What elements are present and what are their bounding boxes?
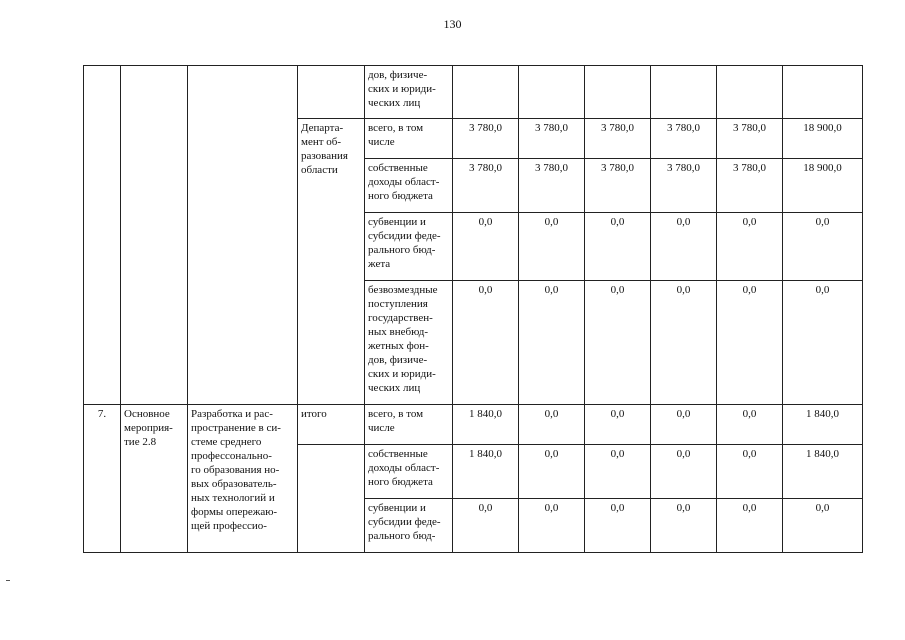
value-cell: 3 780,0: [585, 159, 651, 213]
scan-mark: [6, 580, 10, 581]
value-cell: 3 780,0: [519, 159, 585, 213]
value-cell: 0,0: [519, 405, 585, 445]
source-cell: собственные доходы област- ного бюджета: [365, 445, 453, 499]
executor-cell: Департа- мент об- разования области: [298, 119, 365, 405]
value-cell: 0,0: [717, 281, 783, 405]
budget-table: [83, 65, 863, 553]
value-cell: 0,0: [717, 499, 783, 553]
value-cell: 0,0: [519, 445, 585, 499]
value-cell: 3 780,0: [585, 119, 651, 159]
value-cell: 0,0: [585, 445, 651, 499]
value-cell: [651, 66, 717, 119]
value-cell: [585, 66, 651, 119]
value-cell: 1 840,0: [453, 445, 519, 499]
value-cell: 0,0: [585, 213, 651, 281]
value-cell: 0,0: [519, 499, 585, 553]
value-cell: [783, 66, 863, 119]
value-cell: 0,0: [519, 281, 585, 405]
value-cell: 3 780,0: [717, 119, 783, 159]
value-cell: 3 780,0: [519, 119, 585, 159]
source-cell: всего, в том числе: [365, 405, 453, 445]
table-row: [84, 405, 863, 445]
source-cell: всего, в том числе: [365, 119, 453, 159]
name-cell: [188, 66, 298, 405]
value-cell: 0,0: [717, 445, 783, 499]
value-cell: 3 780,0: [453, 119, 519, 159]
value-cell: 0,0: [783, 499, 863, 553]
value-cell: 1 840,0: [453, 405, 519, 445]
value-cell: 0,0: [651, 213, 717, 281]
value-cell: 0,0: [585, 405, 651, 445]
value-cell: [519, 66, 585, 119]
number-cell: 7.: [84, 405, 121, 553]
value-cell: 1 840,0: [783, 405, 863, 445]
source-cell: собственные доходы област- ного бюджета: [365, 159, 453, 213]
source-cell: безвозмездные поступления государствен- ных внебюд- жетных фон- дов, физиче- ских и юриди- ческих лиц: [365, 281, 453, 405]
value-cell: 18 900,0: [783, 119, 863, 159]
page-number: 130: [443, 17, 462, 31]
value-cell: 0,0: [651, 445, 717, 499]
value-cell: 0,0: [453, 213, 519, 281]
type-cell: [121, 66, 188, 405]
value-cell: [453, 66, 519, 119]
value-cell: 0,0: [651, 281, 717, 405]
value-cell: 18 900,0: [783, 159, 863, 213]
source-cell: субвенции и субсидии феде- рального бюд- жета: [365, 213, 453, 281]
executor-cell: итого: [298, 405, 365, 445]
value-cell: 0,0: [585, 281, 651, 405]
executor-cell: [298, 445, 365, 553]
value-cell: 3 780,0: [651, 159, 717, 213]
value-cell: 0,0: [519, 213, 585, 281]
value-cell: 0,0: [717, 405, 783, 445]
value-cell: 0,0: [453, 499, 519, 553]
source-cell: субвенции и субсидии феде- рального бюд-: [365, 499, 453, 553]
value-cell: 1 840,0: [783, 445, 863, 499]
value-cell: [717, 66, 783, 119]
value-cell: 3 780,0: [453, 159, 519, 213]
value-cell: 0,0: [717, 213, 783, 281]
executor-cell: [298, 66, 365, 119]
value-cell: 3 780,0: [717, 159, 783, 213]
value-cell: 3 780,0: [651, 119, 717, 159]
name-cell: Разработка и рас- пространение в си- стеме среднего профессонально- го образования но- вых образователь- ных технологий и формы опережаю- щей профессио-: [188, 405, 298, 553]
value-cell: 0,0: [783, 213, 863, 281]
number-cell: [84, 66, 121, 405]
table-row: [84, 66, 863, 119]
source-cell: дов, физиче- ских и юриди- ческих лиц: [365, 66, 453, 119]
type-cell: Основное мероприя- тие 2.8: [121, 405, 188, 553]
value-cell: 0,0: [783, 281, 863, 405]
value-cell: 0,0: [585, 499, 651, 553]
value-cell: 0,0: [651, 499, 717, 553]
value-cell: 0,0: [453, 281, 519, 405]
value-cell: 0,0: [651, 405, 717, 445]
